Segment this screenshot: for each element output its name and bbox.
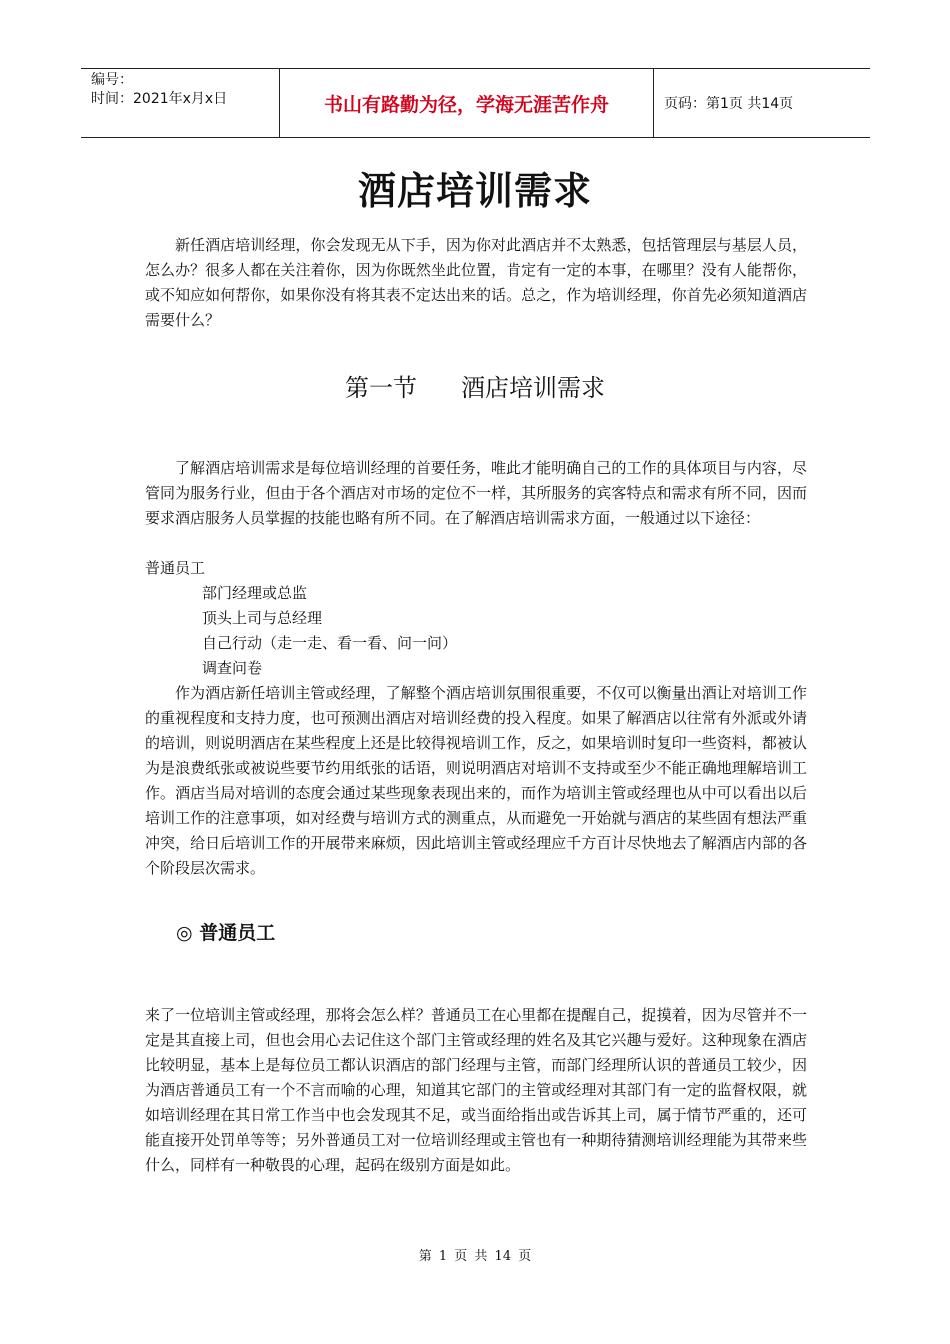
list-item: 自己行动（走一走、看一看、问一问） xyxy=(202,634,458,652)
section-intro-paragraph: 了解酒店培训需求是每位培训经理的首要任务，唯此才能明确自己的工作的具体项目与内容，尽管同为服务行业，但由于各个酒店对市场的定位不一样，其所服务的宾客特点和需求有所不同，因而要求酒店服务人员掌握的技能也略有所不同。在了解酒店培训需求方面，一般通过以下途径： xyxy=(145,459,807,527)
section-heading xyxy=(0,368,950,403)
section-number: 第一节 xyxy=(345,374,417,402)
subsection-marker: ◎ xyxy=(176,922,193,944)
header-meta-cell xyxy=(81,69,280,137)
motto-text: 书山有路勤为径，学海无涯苦作舟 xyxy=(323,93,609,116)
subsection-heading xyxy=(176,918,275,945)
page-info: 页码：第1页 共14页 xyxy=(664,96,794,112)
role-paragraph: 作为酒店新任培训主管或经理，了解整个酒店培训氛围很重要，不仅可以衡量出酒让对培训工作的重视程度和支持力度，也可预测出酒店对培训经费的投入程度。如果了解酒店以往常有外派或外请的培训，则说明酒店在某些程度上还是比较得视培训工作，反之，如果培训时复印一些资料，都被认为是浪费纸张或被说些要节约用纸张的话语，则说明酒店对培训不支持或至少不能正确地理解培训工作。酒店当局对培训的态度会通过某些现象表现出来的，而作为培训主管或经理也从中可以看出以后培训工作的注意事项，如对经费与培训方式的测重点，从而避免一开始就与酒店的某些固有想法严重冲突，给日后培训工作的开展带来麻烦，因此培训主管或经理应千方百计尽快地去了解酒店内部的各个阶段层次需求。 xyxy=(145,684,807,877)
intro-paragraph: 新任酒店培训经理，你会发现无从下手，因为你对此酒店并不太熟悉，包括管理层与基层人员，怎么办？很多人都在关注着你，因为你既然坐此位置，肯定有一定的本事，在哪里？没有人能帮你，或不知应如何帮你，如果你没有将其表不定达出来的话。总之，作为培训经理，你首先必须知道酒店需要什么？ xyxy=(145,236,807,329)
section-name: 酒店培训需求 xyxy=(461,374,605,402)
list-item: 部门经理或总监 xyxy=(202,584,308,602)
subsection-title: 普通员工 xyxy=(199,922,276,944)
page-footer: 第 1 页 共 14 页 xyxy=(418,1249,532,1264)
list-item: 顶头上司与总经理 xyxy=(202,609,323,627)
list-item: 调查问卷 xyxy=(202,659,263,677)
list-item: 普通员工 xyxy=(145,559,206,577)
header-motto-cell xyxy=(280,69,654,137)
number-label: 编号： xyxy=(91,72,133,88)
time-label: 时间：2021年x月x日 xyxy=(91,91,228,107)
page-title: 酒店培训需求 xyxy=(357,169,592,213)
document-header xyxy=(81,68,870,138)
staff-paragraph: 来了一位培训主管或经理，那将会怎么样？普通员工在心里都在提醒自己，捉摸着，因为尽管并不一定是其直接上司，但也会用心去记住这个部门主管或经理的姓名及其它兴趣与爱好。这种现象在酒店比较明显，基本上是每位员工都认识酒店的部门经理与主管，而部门经理所认识的普通员工较少，因为酒店普通员工有一个不言而喻的心理，知道其它部门的主管或经理对其部门有一定的监督权限，就如培训经理在其日常工作当中也会发现其不足，或当面给指出或告诉其上司，属于情节严重的，还可能直接开处罚单等等；另外普通员工对一位培训经理或主管也有一种期待猜测培训经理能为其带来些什么，同样有一种敬畏的心理，起码在级别方面是如此。 xyxy=(145,1006,807,1174)
header-page-cell xyxy=(654,69,870,137)
